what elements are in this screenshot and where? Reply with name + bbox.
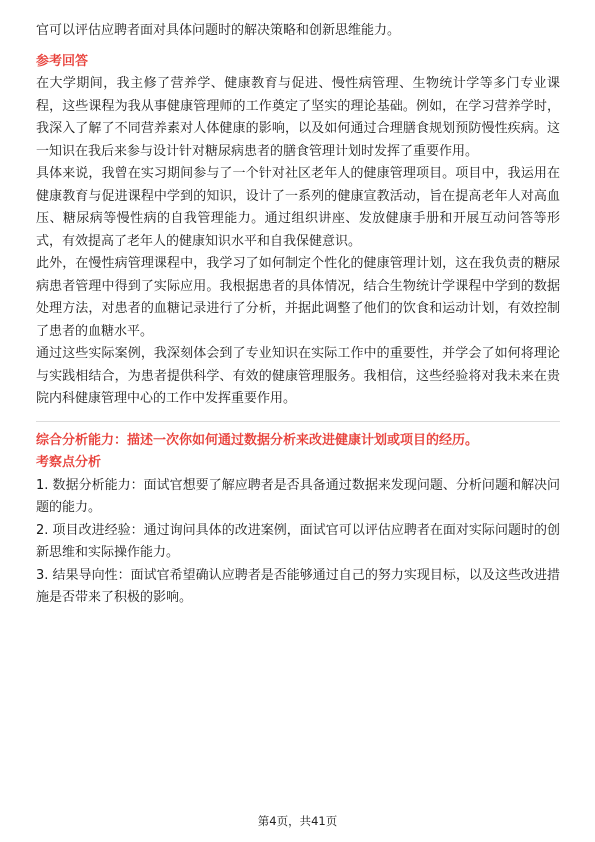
section-divider [36,421,560,422]
page-content [36,20,560,610]
intro-line: 官可以评估应聘者面对具体问题时的解决策略和创新思维能力。 [36,23,401,38]
spacer [36,43,560,51]
question-title: 综合分析能力：描述一次你如何通过数据分析来改进健康计划或项目的经历。 [36,432,479,448]
answer-paragraph-3: 此外，在慢性病管理课程中，我学习了如何制定个性化的健康管理计划，这在我负责的糖尿病患者管理中得到了实际应用。我根据患者的具体情况，结合生物统计学课程中学到的数据处理方法，对患者的血糖记录进行了分析，并据此调整了他们的饮食和运动计划，有效控制了患者的血糖水平。 [36,256,560,339]
answer-paragraph-1: 在大学期间，我主修了营养学、健康教育与促进、慢性病管理、生物统计学等多门专业课程，这些课程为我从事健康管理师的工作奠定了坚实的理论基础。例如，在学习营养学时，我深入了解了不同营养素对人体健康的影响，以及如何通过合理膳食规划预防慢性疾病。这一知识在我后来参与设计针对糖尿病患者的膳食管理计划时发挥了重要作用。 [36,76,560,159]
answer-paragraph-2: 具体来说，我曾在实习期间参与了一个针对社区老年人的健康管理项目。项目中，我运用在健康教育与促进课程中学到的知识，设计了一系列的健康宣教活动，旨在提高老年人对高血压、糖尿病等慢性病的自我管理能力。通过组织讲座、发放健康手册和开展互动问答等形式，有效提高了老年人的健康知识水平和自我保健意识。 [36,166,560,249]
answer-heading: 参考回答 [36,53,89,69]
analysis-heading: 考察点分析 [36,455,102,470]
answer-paragraph-4: 通过这些实际案例，我深刻体会到了专业知识在实际工作中的重要性，并学会了如何将理论与实践相结合，为患者提供科学、有效的健康管理服务。我相信，这些经验将对我未来在贵院内科健康管理中心的工作中发挥重要作用。 [36,346,560,406]
analysis-item-3: 3. 结果导向性：面试官希望确认应聘者是否能够通过自己的努力实现目标，以及这些改进措施是否带来了积极的影响。 [36,567,560,605]
analysis-item-1: 1. 数据分析能力：面试官想要了解应聘者是否具备通过数据来发现问题、分析问题和解决问题的能力。 [36,477,560,515]
analysis-item-2: 2. 项目改进经验：通过询问具体的改进案例，面试官可以评估应聘者在面对实际问题时的创新思维和实际操作能力。 [36,522,560,560]
page-footer: 第4页，共41页 [257,814,338,828]
